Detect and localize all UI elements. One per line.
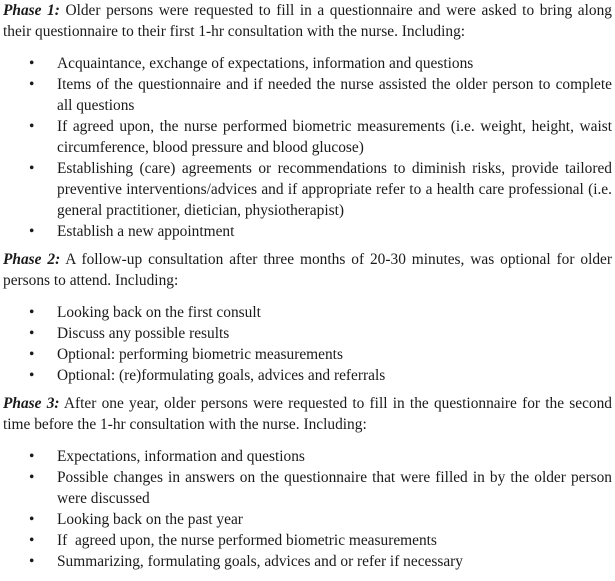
list-item: • Looking back on the past year [3, 509, 612, 530]
phase-2-intro: A follow-up consultation after three months of 20-30 minutes, was optional for older persons to attend. Including: [3, 251, 612, 289]
list-item: • Possible changes in answers on the questionnaire that were filled in by the older person were discussed [3, 467, 612, 509]
list-item: • Summarizing, formulating goals, advices and or refer if necessary [3, 551, 612, 572]
list-item: • Establishing (care) agreements or recommendations to diminish risks, provide tailored preventive interventions/advices and if appropriate refer to a health care professional (i.e. general practitioner, dietician, physiotherapist) [3, 158, 612, 221]
phase-1-paragraph [3, 0, 612, 42]
phase-3-label: Phase 3: [3, 395, 60, 412]
list-item: • Acquaintance, exchange of expectations, information and questions [3, 53, 612, 74]
phase-3-section [3, 393, 612, 572]
phase-1-section [3, 0, 612, 249]
phase-3-list [3, 446, 612, 572]
list-item: • Optional: performing biometric measurements [3, 344, 612, 365]
phase-3-paragraph [3, 393, 612, 435]
phase-2-list [3, 302, 612, 386]
phase-1-intro: Older persons were requested to fill in a questionnaire and were asked to bring along their questionnaire to their first 1-hr consultation with the nurse. Including: [3, 2, 612, 40]
document-page [3, 0, 612, 572]
list-item: • Items of the questionnaire and if needed the nurse assisted the older person to complete all questions [3, 74, 612, 116]
list-item: • Looking back on the first consult [3, 302, 612, 323]
phase-3-intro: After one year, older persons were requested to fill in the questionnaire for the second time before the 1-hr consultation with the nurse. Including: [3, 395, 612, 433]
list-item: • Establish a new appointment [3, 221, 612, 242]
phase-1-label: Phase 1: [3, 2, 60, 19]
list-item: • If agreed upon, the nurse performed biometric measurements [3, 530, 612, 551]
list-item: • If agreed upon, the nurse performed biometric measurements (i.e. weight, height, waist circumference, blood pressure and blood glucose) [3, 116, 612, 158]
phase-2-label: Phase 2: [3, 251, 61, 268]
phase-1-list [3, 53, 612, 242]
phase-2-section [3, 249, 612, 393]
list-item: • Expectations, information and questions [3, 446, 612, 467]
list-item: • Optional: (re)formulating goals, advices and referrals [3, 365, 612, 386]
phase-2-paragraph [3, 249, 612, 291]
list-item: • Discuss any possible results [3, 323, 612, 344]
